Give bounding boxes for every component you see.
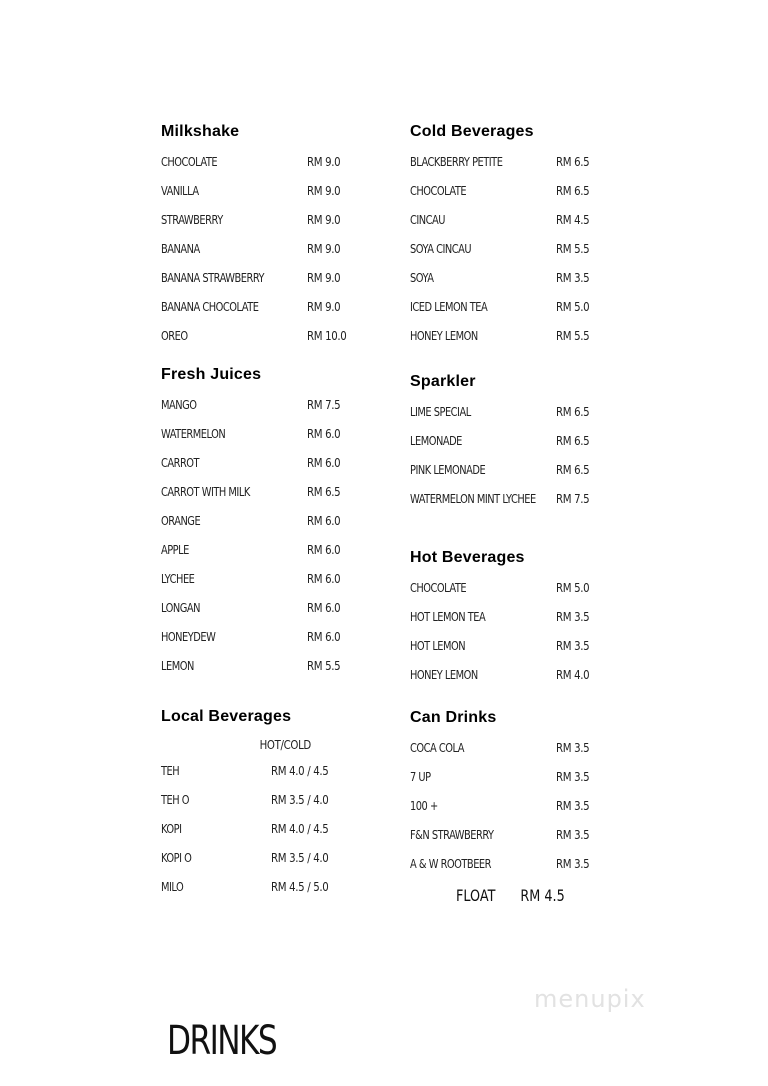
float-label: FLOAT [456,886,496,905]
item-name: F&N STRAWBERRY [410,828,494,842]
item-price: RM 9.0 [307,242,341,256]
item-name: MANGO [161,398,197,412]
hot-beverages-list [410,574,650,690]
float-item [456,886,565,905]
item-name: CHOCOLATE [161,155,218,169]
item-name: BANANA CHOCOLATE [161,300,259,314]
item-name: MILO [161,880,184,894]
menu-item [410,322,650,351]
section-title-sparkler: Sparkler [410,373,476,390]
float-price: RM 4.5 [520,886,565,905]
menu-item [410,850,650,879]
hot-cold-subheading: HOT/COLD [259,738,311,752]
item-name: STRAWBERRY [161,213,223,227]
item-name: WATERMELON [161,427,226,441]
item-price: RM 9.0 [307,271,341,285]
item-name: LYCHEE [161,572,195,586]
item-name: CHOCOLATE [410,184,467,198]
item-name: TEH [161,764,180,778]
section-title-cold-beverages: Cold Beverages [410,123,534,140]
item-name: BANANA STRAWBERRY [161,271,265,285]
left-column [161,118,381,902]
sparkler-list [410,398,650,514]
menu-item [161,844,381,873]
item-price: RM 6.0 [307,543,341,557]
item-name: CINCAU [410,213,445,227]
item-price: RM 5.5 [307,659,341,673]
menu-item [161,565,381,594]
item-name: LEMONADE [410,434,462,448]
menu-item [161,873,381,902]
item-name: LIME SPECIAL [410,405,471,419]
item-name: OREO [161,329,188,343]
item-name: ORANGE [161,514,201,528]
menu-item [410,177,650,206]
menu-item [410,574,650,603]
page-title: DRINKS [167,1018,277,1064]
menu-item [410,661,650,690]
item-price: RM 5.0 [556,300,590,314]
menu-item [410,485,650,514]
menu-item [410,456,650,485]
item-price: RM 6.0 [307,514,341,528]
menu-item [410,398,650,427]
can-drinks-list [410,734,650,879]
item-price: RM 6.0 [307,630,341,644]
item-name: 100 + [410,799,438,813]
menu-item [161,177,381,206]
menu-item [161,507,381,536]
item-name: HONEYDEW [161,630,216,644]
section-title-hot-beverages: Hot Beverages [410,549,525,566]
item-price: RM 3.5 [556,828,590,842]
section-title-fresh-juices: Fresh Juices [161,366,262,383]
item-price: RM 4.5 / 5.0 [271,880,329,894]
item-name: HONEY LEMON [410,668,478,682]
item-name: COCA COLA [410,741,464,755]
item-price: RM 4.0 [556,668,590,682]
item-price: RM 7.5 [307,398,341,412]
item-price: RM 6.5 [556,463,590,477]
section-title-can-drinks: Can Drinks [410,709,497,726]
item-name: 7 UP [410,770,431,784]
cold-beverages-section [410,118,650,351]
menu-item [161,206,381,235]
watermark: menupix [534,985,646,1013]
item-price: RM 9.0 [307,300,341,314]
item-price: RM 6.0 [307,456,341,470]
menu-item [410,427,650,456]
item-price: RM 6.0 [307,601,341,615]
item-name: VANILLA [161,184,199,198]
menu-item [410,632,650,661]
menu-item [161,391,381,420]
item-price: RM 5.0 [556,581,590,595]
hot-beverages-section [410,544,650,690]
item-name: TEH O [161,793,190,807]
item-price: RM 4.5 [556,213,590,227]
item-name: LONGAN [161,601,201,615]
local-beverages-section [161,703,381,902]
item-price: RM 6.0 [307,427,341,441]
milkshake-section [161,118,381,351]
menu-item [410,734,650,763]
item-price: RM 10.0 [307,329,347,343]
item-price: RM 3.5 [556,610,590,624]
item-name: HOT LEMON TEA [410,610,486,624]
item-name: PINK LEMONADE [410,463,486,477]
item-name: HOT LEMON [410,639,466,653]
item-name: LEMON [161,659,194,673]
item-price: RM 9.0 [307,155,341,169]
menu-item [410,792,650,821]
menu-item [410,763,650,792]
menu-item [410,603,650,632]
item-price: RM 6.5 [556,405,590,419]
item-name: ICED LEMON TEA [410,300,488,314]
item-price: RM 9.0 [307,213,341,227]
menu-item [161,148,381,177]
item-name: APPLE [161,543,189,557]
menu-item [161,594,381,623]
menu-item [161,815,381,844]
menu-item [410,206,650,235]
item-price: RM 7.5 [556,492,590,506]
menu-item [161,757,381,786]
item-price: RM 6.5 [556,155,590,169]
item-name: SOYA [410,271,434,285]
item-name: BLACKBERRY PETITE [410,155,503,169]
item-price: RM 3.5 [556,770,590,784]
menu-item [161,623,381,652]
menu-item [161,322,381,351]
item-name: CARROT WITH MILK [161,485,250,499]
item-name: HONEY LEMON [410,329,478,343]
item-price: RM 5.5 [556,242,590,256]
item-price: RM 3.5 [556,271,590,285]
item-price: RM 4.0 / 4.5 [271,822,329,836]
menu-item [410,235,650,264]
menu-item [410,821,650,850]
menu-item [161,420,381,449]
right-column [410,118,650,879]
menu-item [161,536,381,565]
item-price: RM 6.5 [556,434,590,448]
item-price: RM 4.0 / 4.5 [271,764,329,778]
item-price: RM 3.5 [556,799,590,813]
menu-item [410,293,650,322]
menu-item [161,478,381,507]
menu-item [161,449,381,478]
section-title-milkshake: Milkshake [161,123,240,140]
local-beverages-list [161,757,381,902]
can-drinks-section [410,704,650,879]
sparkler-section [410,368,650,514]
item-name: BANANA [161,242,200,256]
fresh-juices-list [161,391,381,681]
menu-item [161,652,381,681]
item-name: KOPI [161,822,182,836]
item-price: RM 6.5 [307,485,341,499]
milkshake-list [161,148,381,351]
item-price: RM 5.5 [556,329,590,343]
item-name: KOPI O [161,851,192,865]
item-price: RM 3.5 [556,741,590,755]
item-price: RM 3.5 [556,857,590,871]
menu-item [410,148,650,177]
item-name: WATERMELON MINT LYCHEE [410,492,536,506]
menu-item [161,235,381,264]
item-price: RM 3.5 [556,639,590,653]
item-name: CHOCOLATE [410,581,467,595]
menu-item [410,264,650,293]
cold-beverages-list [410,148,650,351]
item-name: CARROT [161,456,200,470]
menu-item [161,293,381,322]
fresh-juices-section [161,361,381,681]
item-price: RM 9.0 [307,184,341,198]
section-title-local-beverages: Local Beverages [161,708,292,725]
item-price: RM 3.5 / 4.0 [271,851,329,865]
menu-item [161,264,381,293]
item-price: RM 6.5 [556,184,590,198]
menu-item [161,786,381,815]
item-name: A & W ROOTBEER [410,857,492,871]
item-price: RM 6.0 [307,572,341,586]
item-price: RM 3.5 / 4.0 [271,793,329,807]
item-name: SOYA CINCAU [410,242,472,256]
